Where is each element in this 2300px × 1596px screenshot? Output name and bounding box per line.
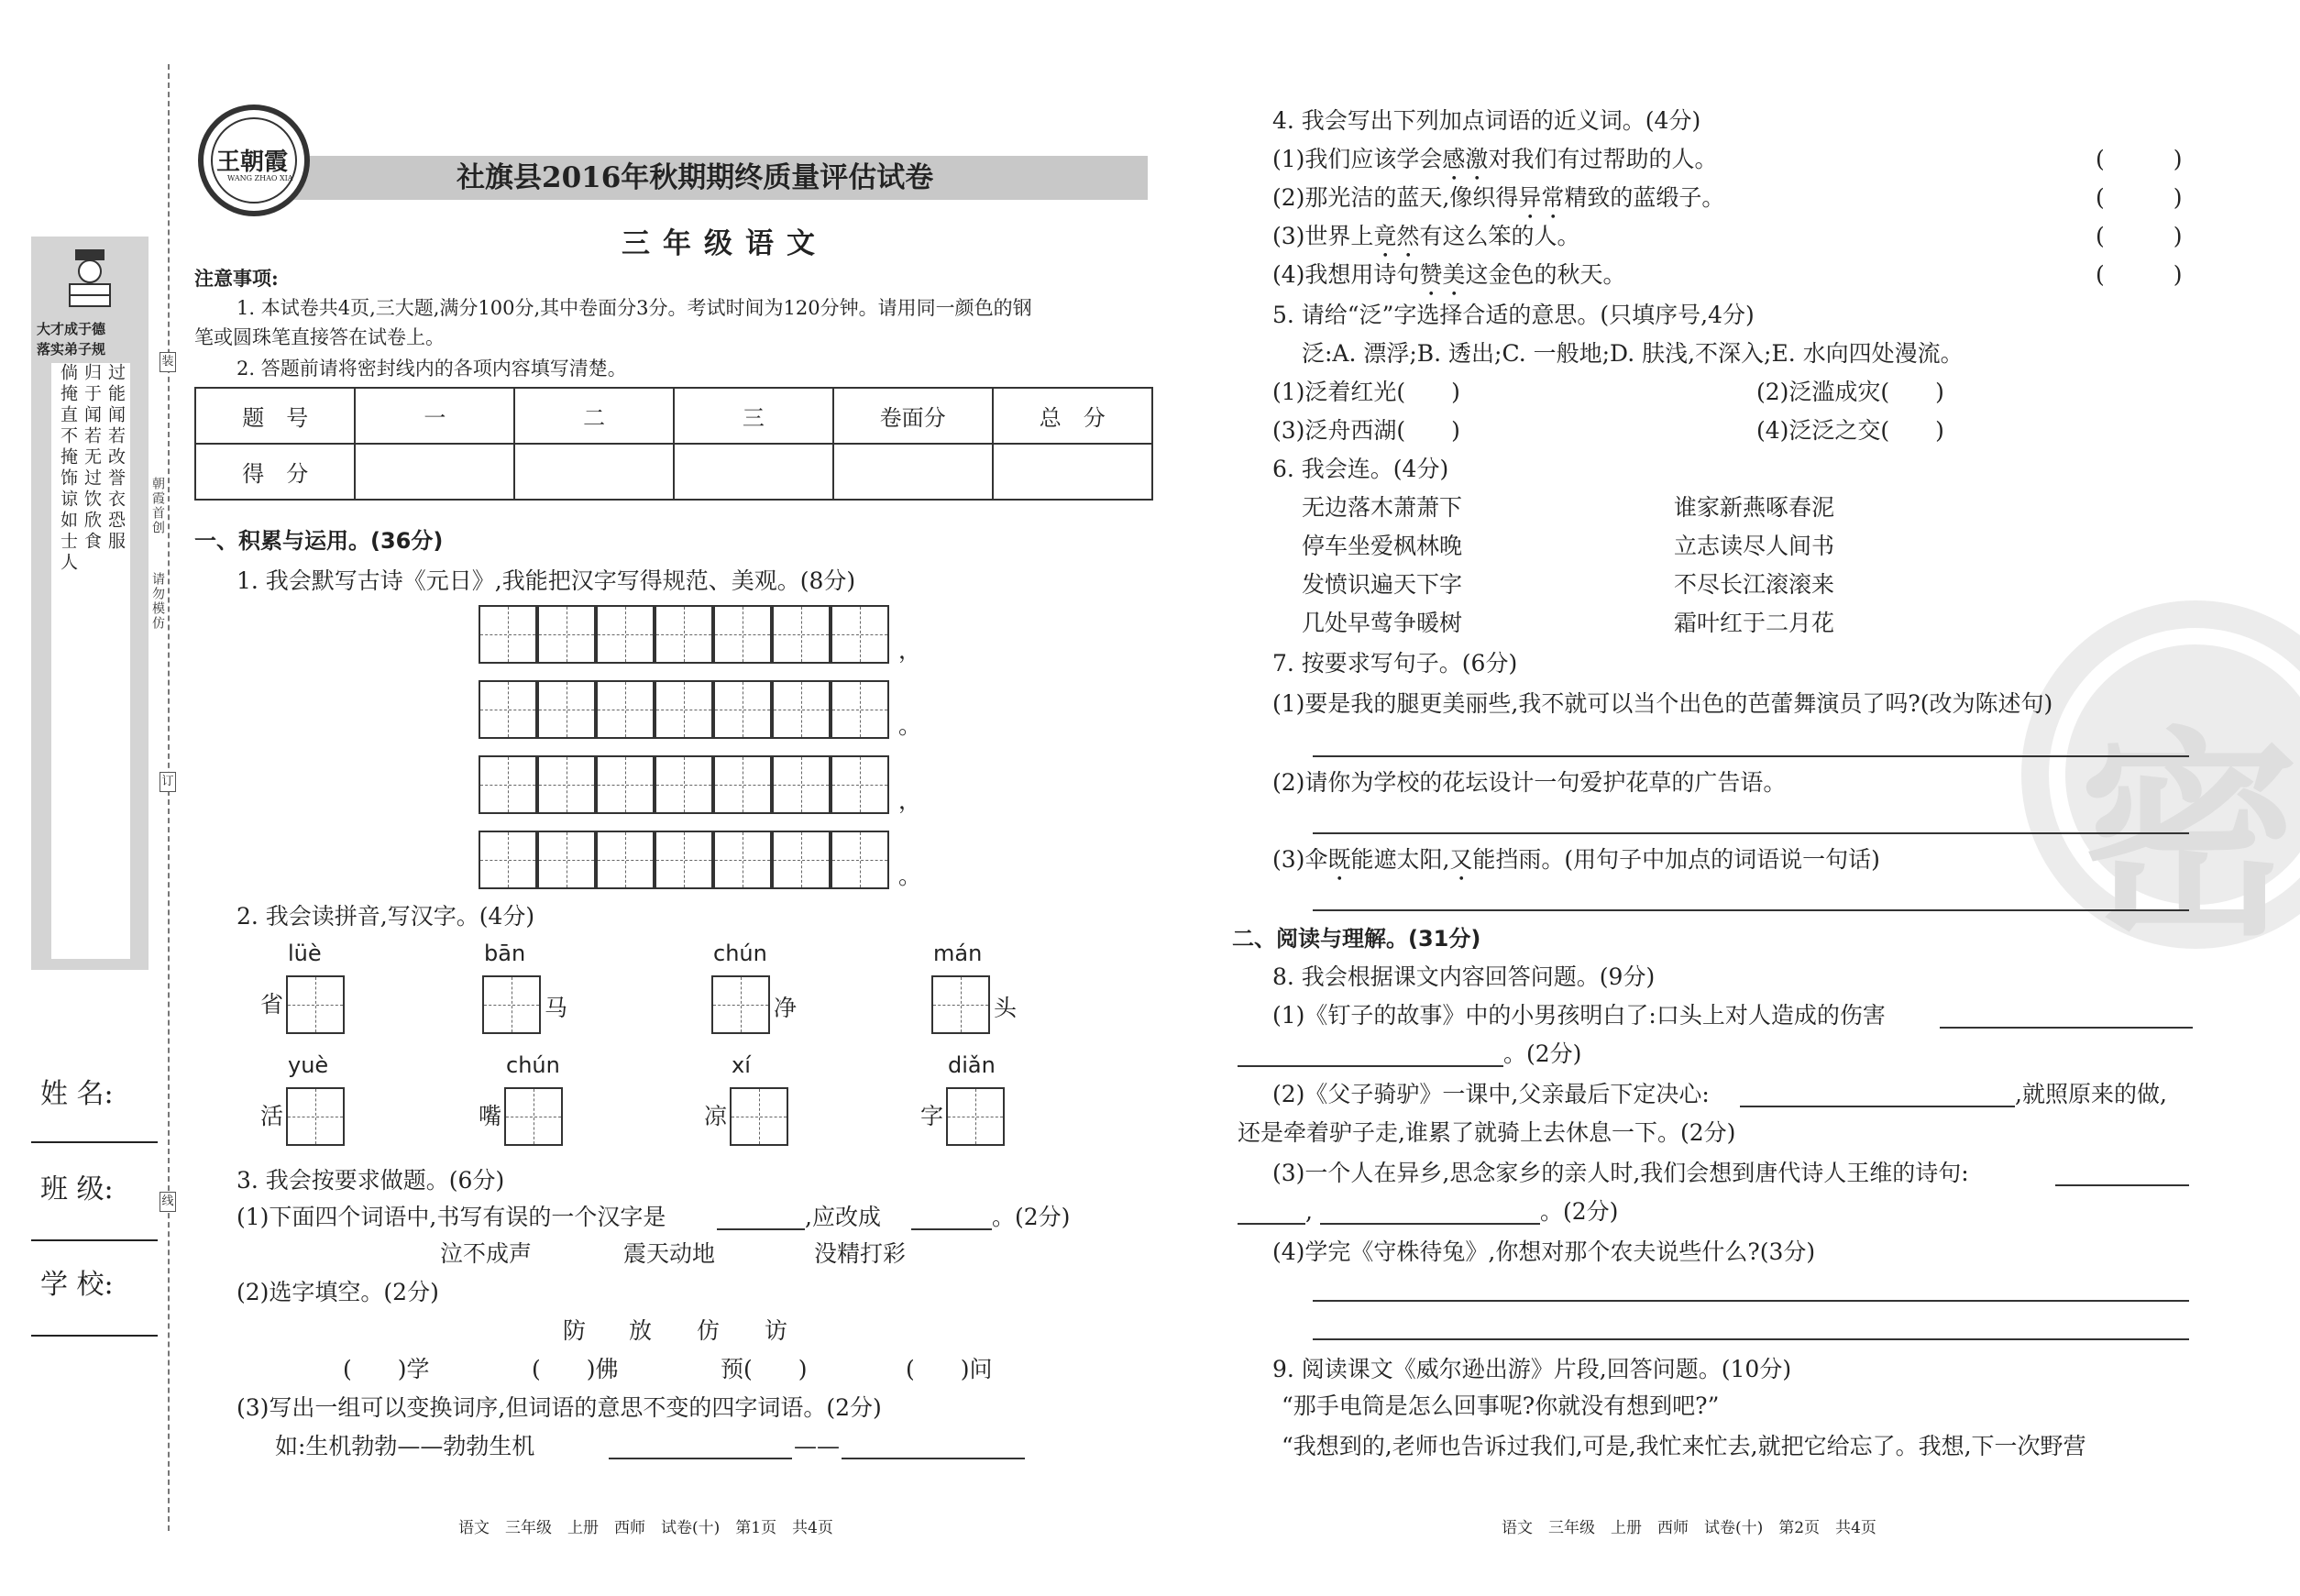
q7-3-answer-line[interactable] (1313, 909, 2189, 911)
q3-2-char: 放 (629, 1317, 653, 1344)
q4-text: 有这么笨的人。 (1419, 223, 1580, 249)
q8-4-answer-line[interactable] (1313, 1338, 2189, 1340)
q4-text: (1)我们应该学会 (1272, 146, 1443, 172)
char-suffix: 马 (545, 995, 568, 1021)
match-right-item[interactable]: 立志读尽人间书 (1674, 533, 1835, 559)
q7-3-part: 能挡雨。(用句子中加点的词语说一句话) (1472, 846, 1880, 873)
writing-box[interactable] (479, 680, 537, 739)
writing-box[interactable] (596, 755, 655, 814)
punct-mark: 。 (898, 863, 922, 889)
char-suffix: 净 (774, 995, 798, 1021)
q8-3-text-a: (3)一个人在异乡,思念家乡的亲人时,我们会想到唐代诗人王维的诗句: (1272, 1160, 1969, 1186)
q8-2-text-b: ,就照原来的做, (2015, 1081, 2167, 1107)
watermark-text: 密 (2079, 707, 2300, 965)
motto-text (51, 363, 130, 959)
brand-logo (194, 101, 314, 220)
school-field[interactable] (31, 1335, 158, 1337)
q7-3-dotted: 既 (1327, 846, 1351, 873)
q4-item (1272, 145, 1717, 186)
q8-2-text-c: 还是牵着驴子走,谁累了就骑上去休息一下。(2分) (1238, 1119, 1736, 1146)
answer-paren[interactable]: ( ) (2096, 223, 2183, 249)
name-field[interactable] (31, 1141, 158, 1143)
q3-1-word: 震天动地 (623, 1240, 716, 1267)
footer-left: 语文 三年级 上册 西师 试卷(十) 第1页 共4页 (458, 1519, 833, 1537)
match-left-item[interactable]: 几处早莺争暖树 (1302, 610, 1463, 636)
q9-passage-2: “我想到的,老师也告诉过我们,可是,我忙来忙去,就把它给忘了。我想,下一次野营 (1282, 1433, 2086, 1459)
writing-box[interactable] (537, 755, 596, 814)
writing-box[interactable] (831, 755, 889, 814)
q7-3-part: (3)伞 (1272, 846, 1328, 873)
motto-column: 过能闻若改誉衣恐服 (105, 363, 126, 553)
score-input-cell[interactable] (993, 444, 1153, 500)
match-right-item[interactable]: 谁家新燕啄春泥 (1674, 494, 1835, 521)
q7-1-answer-line[interactable] (1313, 755, 2189, 757)
q4-item (1272, 222, 1579, 263)
q3-3-blank-1[interactable] (609, 1458, 792, 1459)
question-2: 2. 我会读拼音,写汉字。(4分) (237, 903, 535, 930)
exam-title: 社旗县2016年秋期期终质量评估试卷 (457, 161, 934, 194)
q4-text: (2)那光洁的蓝天,像织得 (1272, 184, 1519, 211)
q8-3-score: 。(2分) (1540, 1198, 1619, 1225)
motto-column: 倘掩直不掩饰谅如士人 (58, 363, 78, 574)
char-prefix: 凉 (704, 1103, 728, 1129)
q8-2-blank[interactable] (1740, 1106, 2015, 1107)
motto-head-1: 大才成于德 (37, 321, 106, 337)
writing-box[interactable] (655, 680, 713, 739)
q8-1-score: 。(2分) (1503, 1040, 1582, 1067)
writing-box[interactable] (655, 605, 713, 664)
char-prefix: 省 (260, 991, 284, 1018)
notes-heading: 注意事项: (194, 267, 279, 290)
table-cell: 一 (355, 388, 514, 444)
logo-text: 王朝霞 (216, 149, 289, 176)
name-label: 姓 名: (40, 1078, 114, 1110)
char-box[interactable] (711, 975, 770, 1034)
pinyin-label: bān (484, 941, 526, 966)
question-1: 1. 我会默写古诗《元日》,我能把汉字写得规范、美观。(8分) (237, 567, 856, 594)
q7-2-text: (2)请你为学校的花坛设计一句爱护花草的广告语。 (1272, 769, 1787, 796)
q8-1-blank-b[interactable] (1238, 1065, 1503, 1067)
notes-item-2: 2. 答题前请将密封线内的各项内容填写清楚。 (237, 358, 627, 380)
motto-column: 归于闻若无过饮欣食 (82, 363, 102, 553)
exam-subtitle: 三年级语文 (622, 227, 828, 260)
section-1-heading: 一、积累与运用。(36分) (194, 528, 444, 554)
char-box[interactable] (504, 1087, 563, 1146)
writing-box[interactable] (831, 831, 889, 889)
q3-1-text-a: (1)下面四个词语中,书写有误的一个汉字是 (237, 1204, 666, 1230)
q3-3-dash: —— (794, 1433, 840, 1459)
q3-1-word: 泣不成声 (440, 1240, 533, 1267)
char-box[interactable] (931, 975, 990, 1034)
writing-box[interactable] (479, 605, 537, 664)
q3-2-blank[interactable]: ( )学 (343, 1356, 430, 1382)
writing-box[interactable] (537, 831, 596, 889)
writing-box[interactable] (831, 605, 889, 664)
writing-box[interactable] (772, 605, 831, 664)
q8-3-blank-c[interactable] (1320, 1223, 1540, 1225)
q4-item (1272, 183, 1724, 225)
score-table (194, 387, 1153, 501)
writing-box[interactable] (713, 755, 772, 814)
seal-mark-xian: 线 (160, 1192, 176, 1212)
char-box[interactable] (286, 975, 345, 1034)
seal-mark-ding: 订 (160, 772, 176, 792)
writing-box[interactable] (537, 605, 596, 664)
writing-box[interactable] (831, 680, 889, 739)
match-right-item[interactable]: 霜叶红于二月花 (1674, 610, 1835, 636)
dotted-word: 竟然 (1373, 223, 1420, 249)
q3-2-blank[interactable]: 预( ) (721, 1356, 808, 1382)
q8-2-text-a: (2)《父子骑驴》一课中,父亲最后下定决心: (1272, 1081, 1710, 1107)
q5-item[interactable]: (3)泛舟西湖( ) (1272, 417, 1460, 444)
char-suffix: 头 (994, 995, 1018, 1021)
dotted-word: 异常 (1518, 184, 1565, 211)
writing-box[interactable] (596, 680, 655, 739)
q3-1-text-c: 。(2分) (992, 1204, 1071, 1230)
char-box[interactable] (482, 975, 541, 1034)
table-cell: 总 分 (993, 388, 1153, 444)
notes-item-1: 1. 本试卷共4页,三大题,满分100分,其中卷面分3分。考试时间为120分钟。请用同一颜色的钢 (237, 297, 1032, 319)
q3-2-text: (2)选字填空。(2分) (237, 1279, 439, 1305)
table-cell: 题 号 (195, 388, 355, 444)
question-3: 3. 我会按要求做题。(6分) (237, 1167, 505, 1194)
q3-1-text-b: ,应改成 (805, 1204, 881, 1230)
match-left-item[interactable]: 停车坐爱枫林晚 (1302, 533, 1463, 559)
question-9: 9. 阅读课文《威尔逊出游》片段,回答问题。(10分) (1272, 1356, 1792, 1382)
scholar-illustration (62, 248, 117, 312)
char-box[interactable] (730, 1087, 788, 1146)
class-label: 班 级: (40, 1173, 114, 1205)
match-left-item[interactable]: 无边落木萧萧下 (1302, 494, 1463, 521)
school-label: 学 校: (40, 1269, 114, 1301)
match-right-item[interactable]: 不尽长江滚滚来 (1674, 571, 1835, 598)
question-6: 6. 我会连。(4分) (1272, 456, 1449, 482)
writing-box[interactable] (772, 755, 831, 814)
table-cell: 二 (514, 388, 674, 444)
q7-1-text: (1)要是我的腿更美丽些,我不就可以当个出色的芭蕾舞演员了吗?(改为陈述句) (1272, 690, 2053, 717)
question-4: 4. 我会写出下列加点词语的近义词。(4分) (1272, 107, 1701, 134)
q3-3-blank-2[interactable] (842, 1458, 1025, 1459)
char-prefix: 活 (260, 1103, 284, 1129)
writing-box[interactable] (537, 680, 596, 739)
q3-1-blank-1[interactable] (717, 1228, 805, 1230)
q5-item[interactable]: (1)泛着红光( ) (1272, 379, 1460, 405)
writing-box[interactable] (655, 755, 713, 814)
pinyin-label: yuè (288, 1052, 329, 1078)
q3-2-char: 访 (765, 1317, 788, 1344)
pinyin-label: xí (732, 1052, 751, 1078)
q3-1-word: 没精打彩 (814, 1240, 907, 1267)
q4-text: (4)我想用诗句 (1272, 261, 1420, 288)
question-5: 5. 请给“泛”字选择合适的意思。(只填序号,4分) (1272, 302, 1755, 328)
q8-3-comma: , (1305, 1198, 1313, 1225)
answer-paren[interactable]: ( ) (2096, 261, 2183, 288)
pinyin-label: lüè (288, 941, 322, 966)
section-2-heading: 二、阅读与理解。(31分) (1232, 926, 1481, 952)
punct-mark: ， (898, 787, 922, 814)
q4-text: 对我们有过帮助的人。 (1488, 146, 1718, 172)
class-field[interactable] (31, 1239, 158, 1241)
score-input-cell[interactable] (674, 444, 833, 500)
notes-item-1-cont: 笔或圆珠笔直接答在试卷上。 (194, 326, 445, 348)
punct-mark: 。 (898, 712, 922, 739)
q4-text: 这金色的秋天。 (1465, 261, 1626, 288)
writing-box[interactable] (596, 605, 655, 664)
q3-2-char: 仿 (697, 1317, 721, 1344)
footer-right: 语文 三年级 上册 西师 试卷(十) 第2页 共4页 (1502, 1519, 1876, 1537)
table-row (195, 388, 1152, 444)
q8-1-blank-a[interactable] (1940, 1027, 2193, 1029)
warning-original: 朝霞首创 (150, 477, 165, 535)
writing-box[interactable] (713, 680, 772, 739)
writing-box[interactable] (713, 831, 772, 889)
q7-3-dotted: 又 (1449, 846, 1473, 873)
writing-box[interactable] (479, 831, 537, 889)
table-cell: 卷面分 (833, 388, 993, 444)
score-input-cell[interactable] (514, 444, 674, 500)
question-7: 7. 按要求写句子。(6分) (1272, 650, 1518, 677)
match-left-item[interactable]: 发愤识遍天下字 (1302, 571, 1463, 598)
q7-3-part: 能遮太阳, (1350, 846, 1450, 873)
seal-mark-zhuang: 装 (160, 352, 176, 372)
writing-box[interactable] (772, 680, 831, 739)
char-box[interactable] (286, 1087, 345, 1146)
pinyin-label: chún (713, 941, 767, 966)
writing-box[interactable] (713, 605, 772, 664)
q4-text: 精致的蓝缎子。 (1564, 184, 1725, 211)
q3-3-example: 如:生机勃勃——勃勃生机 (275, 1433, 535, 1459)
q3-3-text: (3)写出一组可以变换词序,但词语的意思不变的四字词语。(2分) (237, 1394, 882, 1421)
q8-3-blank-b[interactable] (1238, 1223, 1305, 1225)
char-box[interactable] (946, 1087, 1005, 1146)
q5-item[interactable]: (4)泛泛之交( ) (1756, 417, 1944, 444)
answer-paren[interactable]: ( ) (2096, 184, 2183, 211)
q3-1-blank-2[interactable] (911, 1228, 992, 1230)
q4-item (1272, 260, 1625, 302)
logo-subtext: WANG ZHAO XIA (227, 174, 293, 182)
q4-text: (3)世界上 (1272, 223, 1374, 249)
punct-mark: ， (898, 637, 922, 664)
dotted-word: 赞美 (1419, 261, 1466, 288)
pinyin-label: mán (933, 941, 983, 966)
motto-panel (31, 237, 149, 970)
score-input-cell[interactable] (355, 444, 514, 500)
dotted-word: 感激 (1442, 146, 1489, 172)
pinyin-label: diǎn (948, 1052, 996, 1078)
char-prefix: 字 (920, 1103, 944, 1129)
writing-box[interactable] (772, 831, 831, 889)
warning-no-copy: 请勿模仿 (150, 572, 165, 631)
char-prefix: 嘴 (479, 1103, 502, 1129)
q5-item[interactable]: (2)泛滥成灾( ) (1756, 379, 1944, 405)
q8-4-answer-line[interactable] (1313, 1300, 2189, 1302)
question-8: 8. 我会根据课文内容回答问题。(9分) (1272, 963, 1656, 990)
q7-3-text (1272, 845, 1880, 886)
q5-definitions: 泛:A. 漂浮;B. 透出;C. 一般地;D. 肤浅,不深入;E. 水向四处漫流。 (1302, 340, 1964, 367)
q3-2-blank[interactable]: ( )问 (906, 1356, 993, 1382)
q8-4-text: (4)学完《守株待兔》,你想对那个农夫说些什么?(3分) (1272, 1238, 1816, 1265)
table-cell: 得 分 (195, 444, 355, 500)
table-row (195, 444, 1152, 500)
q9-passage-1: “那手电筒是怎么回事呢?你就没有想到吧?” (1282, 1392, 1720, 1419)
pinyin-label: chún (506, 1052, 560, 1078)
q8-3-blank-a[interactable] (2055, 1184, 2189, 1186)
q3-2-blank[interactable]: ( )佛 (532, 1356, 619, 1382)
seal-line (168, 64, 170, 1531)
writing-box[interactable] (655, 831, 713, 889)
score-input-cell[interactable] (833, 444, 993, 500)
writing-box[interactable] (596, 831, 655, 889)
table-cell: 三 (674, 388, 833, 444)
answer-paren[interactable]: ( ) (2096, 146, 2183, 172)
motto-head-2: 落实弟子规 (37, 341, 106, 358)
writing-box[interactable] (479, 755, 537, 814)
q7-2-answer-line[interactable] (1313, 832, 2189, 834)
q3-2-char: 防 (563, 1317, 587, 1344)
q8-1-text: (1)《钉子的故事》中的小男孩明白了:口头上对人造成的伤害 (1272, 1002, 1886, 1029)
